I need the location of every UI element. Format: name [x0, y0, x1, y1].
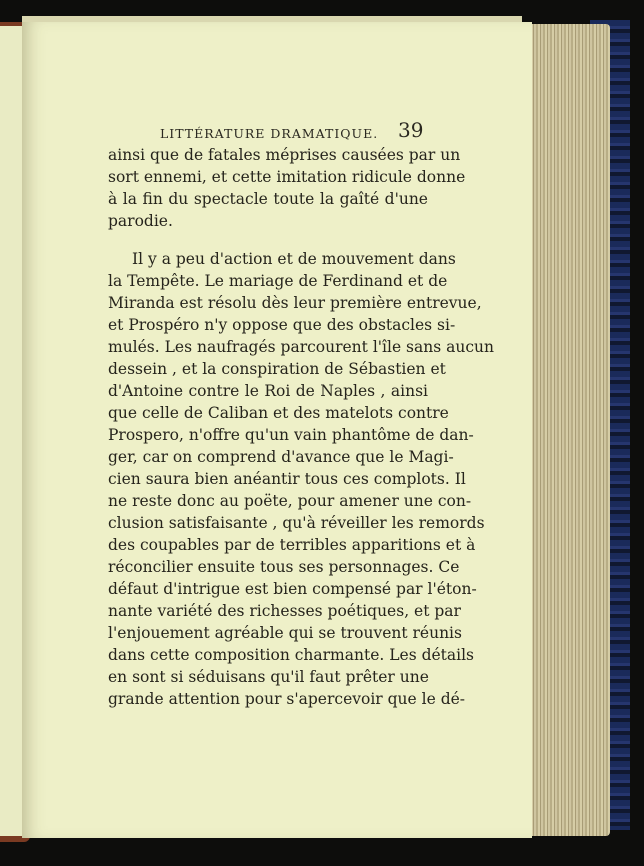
text-line: cien saura bien anéantir tous ces complots. Il: [108, 470, 466, 488]
text-line: à la fin du spectacle toute la gaîté d'une: [108, 190, 428, 208]
text-line: ger, car on comprend d'avance que le Magi-: [108, 448, 454, 466]
text-line: l'enjouement agréable qui se trouvent réunis: [108, 624, 462, 642]
text-line: nante variété des richesses poétiques, et par: [108, 602, 461, 620]
text-line: ne reste donc au poëte, pour amener une con-: [108, 492, 472, 510]
running-title: LITTÉRATURE DRAMATIQUE.: [160, 126, 379, 141]
text-line: grande attention pour s'apercevoir que le dé-: [108, 690, 466, 708]
text-line: ainsi que de fatales méprises causées par un: [108, 146, 461, 164]
text-line: parodie.: [108, 212, 173, 230]
text-line: la Tempête. Le mariage de Ferdinand et de: [108, 272, 448, 290]
text-line: d'Antoine contre le Roi de Naples , ainsi: [108, 382, 428, 400]
text-line: clusion satisfaisante , qu'à réveiller les remords: [108, 514, 485, 532]
text-line: sort ennemi, et cette imitation ridicule donne: [108, 168, 466, 186]
text-line: dans cette composition charmante. Les détails: [108, 646, 475, 664]
text-line: que celle de Caliban et des matelots contre: [108, 404, 449, 422]
text-line: et Prospéro n'y oppose que des obstacles si-: [108, 316, 456, 334]
running-head: [160, 118, 424, 144]
page-number: 39: [398, 118, 424, 142]
text-line: dessein , et la conspiration de Sébastien et: [108, 360, 446, 378]
text-line: Prospero, n'offre qu'un vain phantôme de dan-: [108, 426, 474, 444]
text-line: Miranda est résolu dès leur première entrevue,: [108, 294, 482, 312]
text-line: en sont si séduisans qu'il faut prêter une: [108, 668, 429, 686]
text-line: réconcilier ensuite tous ses personnages. Ce: [108, 558, 460, 576]
text-line: Il y a peu d'action et de mouvement dans: [132, 250, 456, 268]
text-line: défaut d'intrigue est bien compensé par l'éton-: [108, 580, 477, 598]
text-line: mulés. Les naufragés parcourent l'île sans aucun: [108, 338, 494, 356]
text-line: des coupables par de terribles apparitions et à: [108, 536, 476, 554]
